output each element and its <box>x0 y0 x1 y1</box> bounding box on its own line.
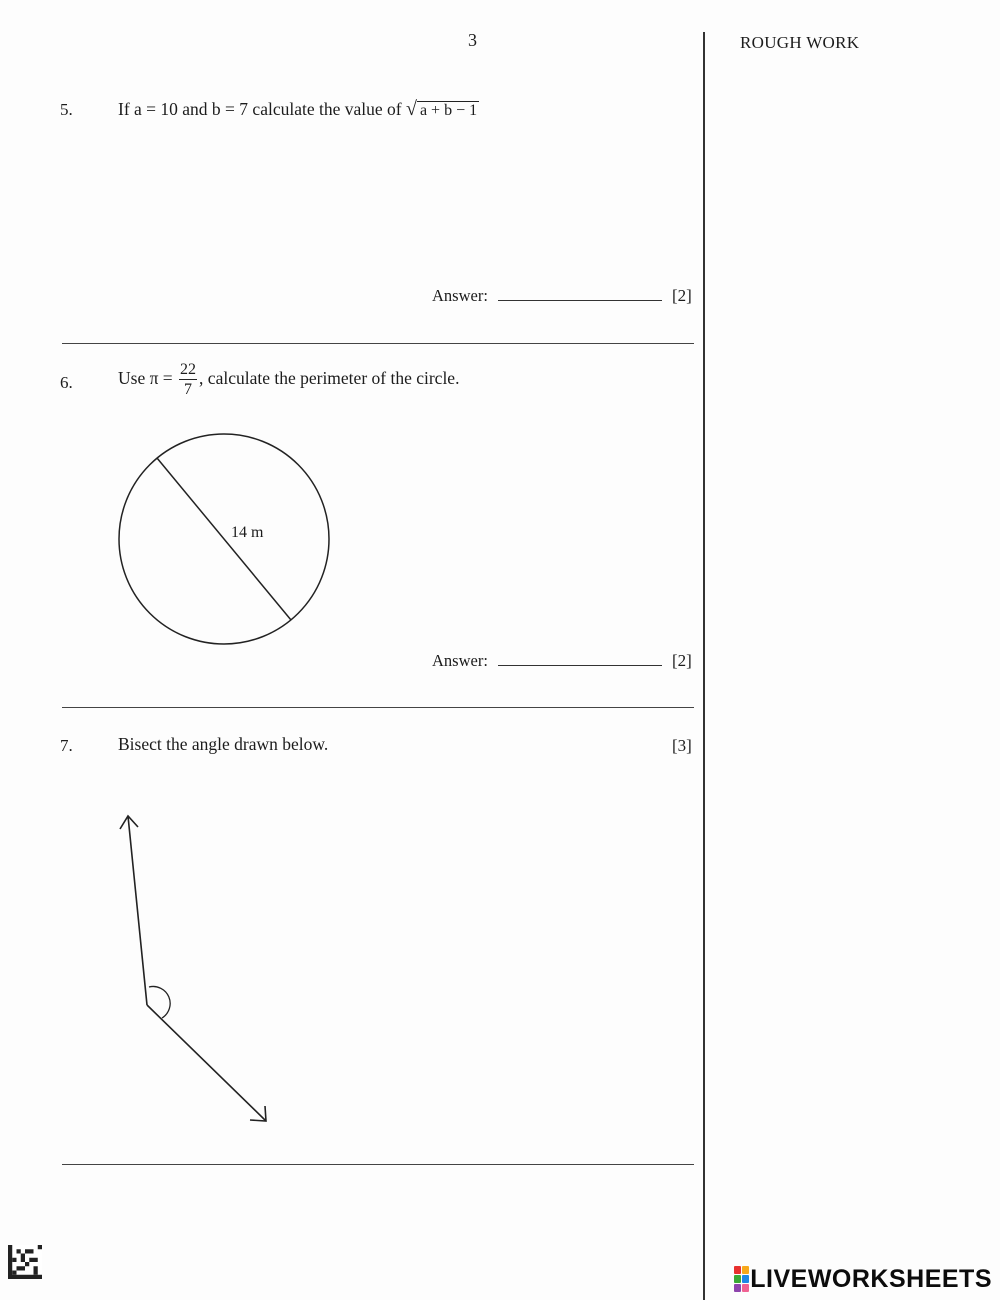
question-6-prompt: Use π = <box>118 368 173 389</box>
angle-diagram[interactable] <box>100 800 300 1140</box>
answer-label: Answer: <box>432 651 488 670</box>
question-5-number: 5. <box>60 100 73 119</box>
question-7-text: Bisect the angle drawn below. <box>118 734 329 754</box>
section-divider <box>62 1164 694 1165</box>
qr-code <box>8 1245 42 1279</box>
fraction-denominator: 7 <box>184 381 193 398</box>
liveworksheets-logo-icon <box>734 1266 748 1292</box>
question-5-answer[interactable] <box>432 286 662 306</box>
fraction-numerator: 22 <box>180 361 197 378</box>
rough-work-heading: ROUGH WORK <box>740 33 860 52</box>
square-root-radicand: a + b − 1 <box>417 101 479 120</box>
answer-blank[interactable] <box>498 651 662 666</box>
liveworksheets-logo[interactable] <box>734 1262 992 1296</box>
angle-arm-upper <box>128 816 147 1005</box>
question-7-number: 7. <box>60 736 73 755</box>
question-7-marks: [3] <box>672 736 692 755</box>
answer-blank[interactable] <box>498 286 662 301</box>
question-6-prompt-suffix: , calculate the perimeter of the circle. <box>199 368 460 389</box>
question-6-answer[interactable] <box>432 651 662 671</box>
question-6-text <box>118 360 459 400</box>
circle-diagram <box>110 425 340 655</box>
question-5-marks: [2] <box>672 286 692 305</box>
answer-label: Answer: <box>432 286 488 305</box>
angle-arm-lower <box>147 1005 266 1121</box>
pi-fraction <box>179 360 197 400</box>
question-6-marks: [2] <box>672 651 692 670</box>
question-6-number: 6. <box>60 373 73 392</box>
square-root-sign: √ <box>405 98 417 120</box>
angle-arc <box>149 986 170 1018</box>
section-divider <box>62 343 694 344</box>
diameter-label: 14 m <box>231 524 264 541</box>
square-root-expression <box>406 98 479 121</box>
question-5-prompt: If a = 10 and b = 7 calculate the value of <box>118 99 402 119</box>
circle-diameter <box>157 458 291 620</box>
section-divider <box>62 707 694 708</box>
liveworksheets-logo-text: LIVEWORKSHEETS <box>750 1264 992 1293</box>
question-5-text <box>118 98 479 121</box>
page-number: 3 <box>468 30 477 50</box>
rough-work-divider <box>703 32 705 1300</box>
